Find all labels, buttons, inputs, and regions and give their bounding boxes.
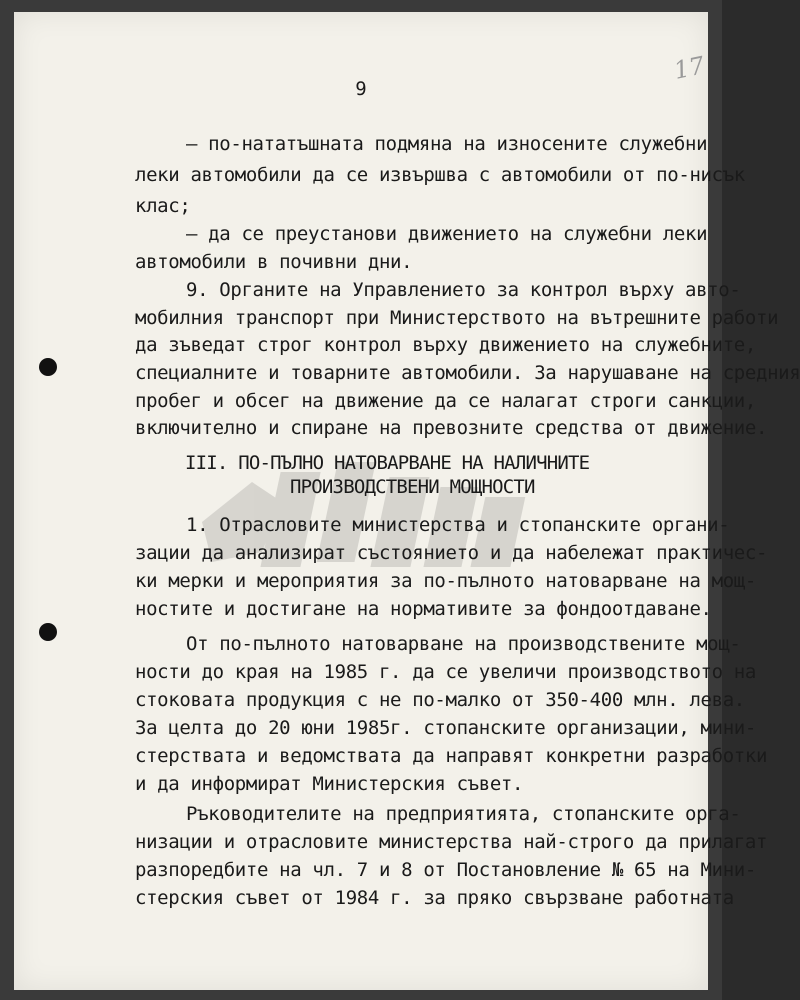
text-line: За целта до 20 юни 1985г. стопанските организации, мини- <box>135 717 756 739</box>
text-line: низации и отрасловите министерства най-строго да прилагат <box>135 831 768 853</box>
text-line: – по-нататъшната подмяна на износените служебни <box>186 133 708 155</box>
punch-hole-top <box>39 358 57 376</box>
text-line: 1. Отрасловите министерства и стопанските органи- <box>186 514 730 536</box>
text-line: – да се преустанови движението на служебни леки <box>186 223 708 245</box>
handwritten-page-mark: 17 <box>671 51 708 85</box>
text-line: леки автомобили да се извършва с автомобили от по-нисък <box>135 164 745 186</box>
section-heading-line-1: III. ПО-ПЪЛНО НАТОВАРВАНЕ НА НАЛИЧНИТЕ <box>185 452 590 474</box>
text-line: стерствата и ведомствата да направят конкретни разработки <box>135 745 768 767</box>
text-line: автомобили в почивни дни. <box>135 251 413 273</box>
text-line: стоковата продукция с не по-малко от 350-400 млн. лева. <box>135 689 745 711</box>
punch-hole-bottom <box>39 623 57 641</box>
text-line: включително и спиране на превозните средства от движение. <box>135 417 768 439</box>
page-number: 9 <box>355 78 367 100</box>
text-line: да зъведат строг контрол върху движението на служебните, <box>135 334 756 356</box>
text-line: и да информират Министерския съвет. <box>135 773 524 795</box>
text-line: мобилния транспорт при Министерството на вътрешните работи <box>135 307 779 329</box>
section-heading-line-2: ПРОИЗВОДСТВЕНИ МОЩНОСТИ <box>290 476 535 498</box>
text-line: От по-пълното натоварване на производствените мощ- <box>186 633 741 655</box>
text-line: ностите и достигане на нормативите за фондоотдаване. <box>135 598 712 620</box>
text-line: пробег и обсег на движение да се налагат строги санкции, <box>135 390 756 412</box>
text-line: 9. Органите на Управлението за контрол върху авто- <box>186 279 741 301</box>
text-line: зации да анализират състоянието и да набележат практичес- <box>135 542 768 564</box>
text-line: Ръководителите на предприятията, стопанските орга- <box>186 803 741 825</box>
text-line: специалните и товарните автомобили. За нарушаване на средния <box>135 362 800 384</box>
text-line: стерския съвет от 1984 г. за пряко свързване работната <box>135 887 734 909</box>
text-line: разпоредбите на чл. 7 и 8 от Постановление № 65 на Мини- <box>135 859 756 881</box>
document-page <box>14 12 800 990</box>
text-line: ности до края на 1985 г. да се увеличи производството на <box>135 661 756 683</box>
text-line: ки мерки и мероприятия за по-пълното натоварване на мощ- <box>135 570 756 592</box>
text-line: клас; <box>135 195 191 217</box>
